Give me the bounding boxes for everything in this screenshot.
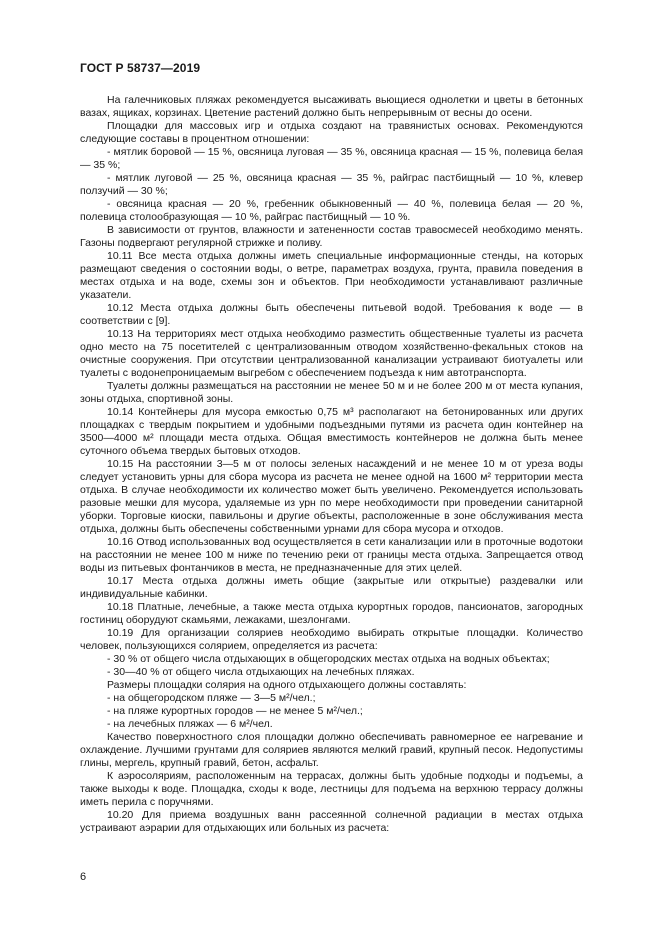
page-number: 6: [80, 871, 87, 883]
paragraph: 10.20 Для приема воздушных ванн рассеянной солнечной радиации в местах отдыха устраивают аэрарии для отдыхающих или больных из расчета:: [80, 809, 583, 834]
paragraph: 10.16 Отвод использованных вод осуществляется в сети канализации или в проточные водотоки на расстоянии не менее 100 м ниже по течению реки от границы места отдыха. Запрещается отвод воды из питьевых фонтанчиков в места, не предназначенные для этих целей.: [80, 536, 583, 574]
document-header: ГОСТ Р 58737—2019: [80, 61, 201, 75]
paragraph: 10.14 Контейнеры для мусора емкостью 0,75 м³ располагают на бетонированных или других площадках с твердым покрытием и удобными подъездными путями из расчета один контейнер на 3500—4000 м² площади места отдыха. Общая вместимость контейнеров не должна быть менее суточного объема твердых бытовых отходов.: [80, 406, 583, 457]
list-item: - мятлик луговой — 25 %, овсяница красная — 35 %, райграс пастбищный — 10 %, клевер ползучий — 30 %;: [80, 172, 583, 197]
paragraph: 10.13 На территориях мест отдыха необходимо разместить общественные туалеты из расчета одно место на 75 посетителей с централизованным отводом хозяйственно-фекальных стоков на очистные сооружения. При отсутствии централизованной канализации устраивают биотуалеты или туалеты с водонепроницаемым выгребом с обеспечением подъезда к ним автотранспорта.: [80, 328, 583, 379]
paragraph: На галечниковых пляжах рекомендуется высаживать вьющиеся однолетки и цветы в бетонных вазах, ящиках, корзинах. Цветение растений должно быть непрерывным от весны до осени.: [80, 94, 583, 119]
paragraph: Площадки для массовых игр и отдыха создают на травянистых основах. Рекомендуются следующие составы в процентном отношении:: [80, 120, 583, 145]
paragraph: 10.17 Места отдыха должны иметь общие (закрытые или открытые) раздевалки или индивидуальные кабинки.: [80, 575, 583, 600]
document-body: [80, 94, 583, 835]
paragraph: Качество поверхностного слоя площадки должно обеспечивать равномерное ее нагревание и охлаждение. Лучшими грунтами для соляриев являются мелкий гравий, крупный песок. Недопустимы глины, мергель, крупный гравий, бетон, асфальт.: [80, 731, 583, 769]
list-item: - на пляже курортных городов — не менее 5 м²/чел.;: [107, 705, 363, 717]
paragraph: 10.18 Платные, лечебные, а также места отдыха курортных городов, пансионатов, загородных гостиниц оборудуют скамьями, лежаками, шезлонгами.: [80, 601, 583, 626]
list-item: - на общегородском пляже — 3—5 м²/чел.;: [107, 692, 316, 704]
paragraph: В зависимости от грунтов, влажности и затененности состав травосмесей необходимо менять. Газоны подвергают регулярной стрижке и поливу.: [80, 224, 583, 249]
list-item: - мятлик боровой — 15 %, овсяница луговая — 35 %, овсяница красная — 15 %, полевица белая — 35 %;: [80, 146, 583, 171]
paragraph: 10.11 Все места отдыха должны иметь специальные информационные стенды, на которых размещают сведения о состоянии воды, о ветре, параметрах воздуха, грунта, правила поведения в местах отдыха и на воде, схемы зон и объектов. При необходимости устанавливают различные указатели.: [80, 250, 583, 301]
paragraph: Размеры площадки солярия на одного отдыхающего должны составлять:: [107, 679, 467, 691]
list-item: - 30 % от общего числа отдыхающих в общегородских местах отдыха на водных объектах;: [107, 653, 550, 665]
list-item: - на лечебных пляжах — 6 м²/чел.: [107, 718, 273, 730]
list-item: - овсяница красная — 20 %, гребенник обыкновенный — 40 %, полевица белая — 20 %, полевица столообразующая — 10 %, райграс пастбищный — 10 %.: [80, 198, 583, 223]
paragraph: 10.12 Места отдыха должны быть обеспечены питьевой водой. Требования к воде — в соответствии с [9].: [80, 302, 583, 327]
list-item: - 30—40 % от общего числа отдыхающих на лечебных пляжах.: [107, 666, 415, 678]
paragraph: 10.15 На расстоянии 3—5 м от полосы зеленых насаждений и не менее 10 м от уреза воды следует установить урны для сбора мусора из расчета не менее одной на 1600 м² территории места отдыха. В случае необходимости их количество может быть увеличено. Рекомендуется использовать разовые мешки для мусора, удаляемые из урн по мере необходимости при проведении санитарной уборки. Торговые киоски, павильоны и другие объекты, расположенные в зоне обслуживания места отдыха, должны быть обеспечены собственными урнами для сбора мусора и отходов.: [80, 458, 583, 535]
paragraph: Туалеты должны размещаться на расстоянии не менее 50 м и не более 200 м от места купания, зоны отдыха, спортивной зоны.: [80, 380, 583, 405]
paragraph: 10.19 Для организации соляриев необходимо выбирать открытые площадки. Количество человек, пользующихся солярием, определяется из расчета:: [80, 627, 583, 652]
paragraph: К аэросоляриям, расположенным на террасах, должны быть удобные подходы и подъемы, а также выходы к воде. Площадка, сходы к воде, лестницы для подъема на верхнюю террасу должны иметь перила с поручнями.: [80, 770, 583, 808]
